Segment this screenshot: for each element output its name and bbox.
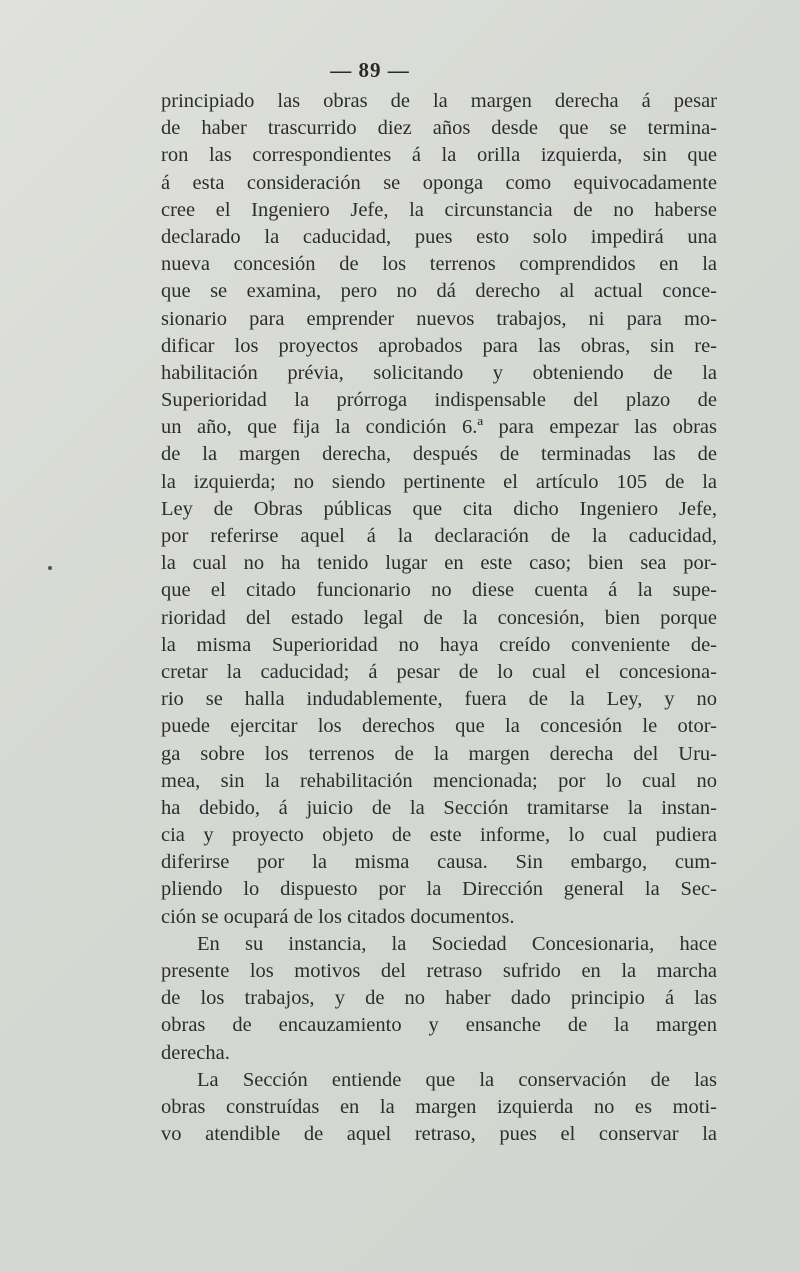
- text-line: rio se halla indudablemente, fuera de la Ley, y no: [161, 688, 717, 711]
- text-line: un año, que fija la condición 6.ª para empezar las obras: [161, 416, 717, 439]
- text-line: que se examina, pero no dá derecho al actual conce-: [161, 280, 717, 303]
- text-line: La Sección entiende que la conservación de las: [197, 1068, 717, 1091]
- text-line: Ley de Obras públicas que cita dicho Ingeniero Jefe,: [161, 497, 717, 520]
- text-line: presente los motivos del retraso sufrido en la marcha: [161, 960, 717, 982]
- body-text: [161, 88, 717, 1148]
- text-line: de haber trascurrido diez años desde que se termina-: [161, 117, 717, 140]
- text-line: Superioridad la prórroga indispensable del plazo de: [161, 389, 717, 412]
- text-line: diferirse por la misma causa. Sin embargo, cum-: [161, 851, 717, 874]
- text-line: derecha.: [161, 1041, 230, 1064]
- text-line: obras construídas en la margen izquierda no es moti-: [161, 1095, 717, 1118]
- text-line: cree el Ingeniero Jefe, la circunstancia de no haberse: [161, 198, 717, 221]
- text-line: En su instancia, la Sociedad Concesionaria, hace: [197, 932, 717, 955]
- paper-speck: [48, 566, 52, 570]
- text-line: la misma Superioridad no haya creído conveniente de-: [161, 633, 717, 656]
- text-line: habilitación prévia, solicitando y obteniendo de la: [161, 361, 717, 384]
- text-line: que el citado funcionario no diese cuenta á la supe-: [161, 579, 717, 602]
- text-line: cretar la caducidad; á pesar de lo cual el concesiona-: [161, 660, 717, 683]
- text-line: pliendo lo dispuesto por la Dirección general la Sec-: [161, 878, 717, 901]
- text-line: dificar los proyectos aprobados para las obras, sin re-: [161, 334, 717, 357]
- text-line: vo atendible de aquel retraso, pues el conservar la: [161, 1123, 717, 1146]
- text-line: obras de encauzamiento y ensanche de la margen: [161, 1014, 717, 1037]
- text-line: puede ejercitar los derechos que la concesión le otor-: [161, 715, 717, 738]
- text-line: ha debido, á juicio de la Sección tramitarse la instan-: [161, 796, 717, 819]
- text-line: mea, sin la rehabilitación mencionada; por lo cual no: [161, 769, 717, 792]
- text-line: ción se ocupará de los citados documentos.: [161, 905, 515, 928]
- text-line: rioridad del estado legal de la concesión, bien porque: [161, 606, 717, 629]
- text-line: declarado la caducidad, pues esto solo impedirá una: [161, 225, 717, 248]
- text-line: de la margen derecha, después de terminadas las de: [161, 443, 717, 466]
- text-line: cia y proyecto objeto de este informe, lo cual pudiera: [161, 824, 717, 847]
- text-line: á esta consideración se oponga como equivocadamente: [161, 171, 717, 194]
- page-number: — 89 —: [330, 58, 410, 82]
- text-line: ga sobre los terrenos de la margen derecha del Uru-: [161, 742, 717, 765]
- text-line: por referirse aquel á la declaración de la caducidad,: [161, 525, 717, 547]
- text-line: la cual no ha tenido lugar en este caso; bien sea por-: [161, 552, 717, 575]
- text-line: la izquierda; no siendo pertinente el artículo 105 de la: [161, 470, 717, 493]
- text-line: sionario para emprender nuevos trabajos, ni para mo-: [161, 307, 717, 330]
- text-line: de los trabajos, y de no haber dado principio á las: [161, 987, 717, 1010]
- text-line: ron las correspondientes á la orilla izquierda, sin que: [161, 144, 717, 167]
- text-line: nueva concesión de los terrenos comprendidos en la: [161, 253, 717, 276]
- text-line: principiado las obras de la margen derecha á pesar: [161, 90, 717, 112]
